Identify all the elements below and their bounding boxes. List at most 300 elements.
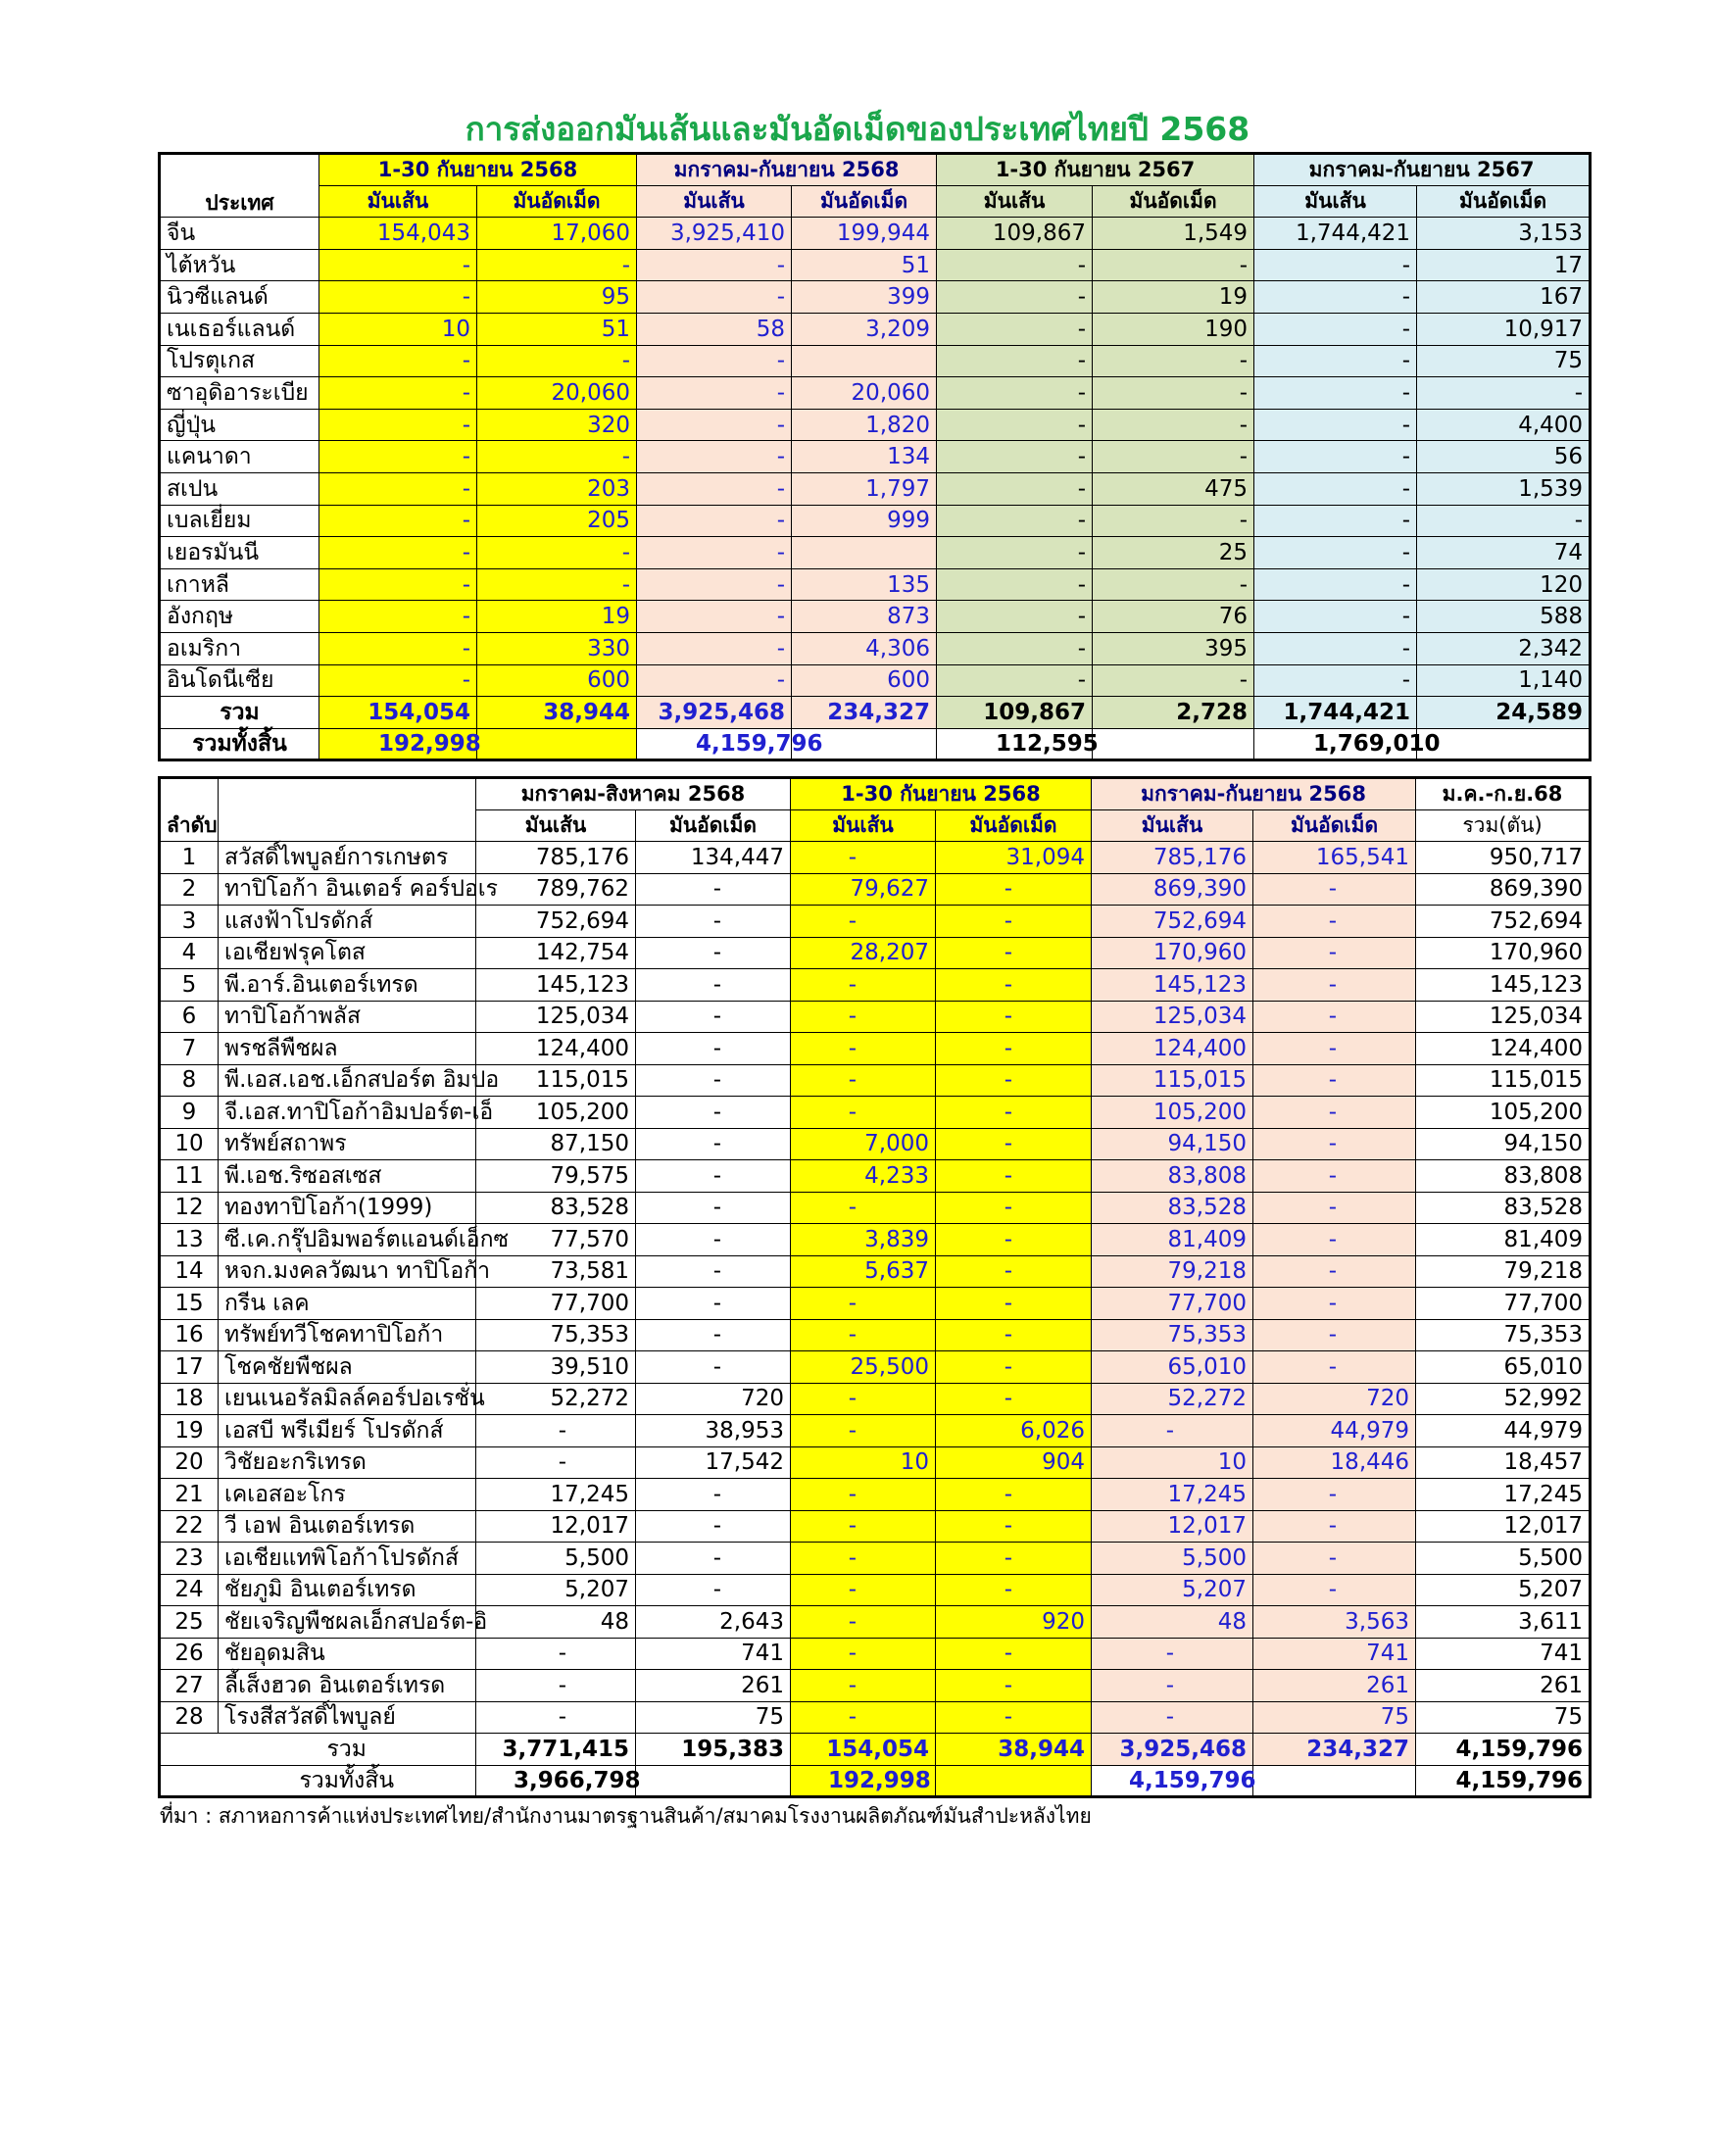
value-cell: 25,500	[791, 1351, 936, 1384]
value-cell: -	[937, 537, 1093, 569]
value-cell: -	[319, 249, 477, 281]
value-cell: -	[1092, 1415, 1253, 1447]
value-cell: -	[936, 1097, 1092, 1129]
value-cell: -	[636, 1543, 791, 1575]
value-cell: -	[636, 1224, 791, 1256]
table-row	[160, 1701, 1591, 1734]
table-row	[160, 1574, 1591, 1606]
exporter-name: กรีน เลค	[219, 1288, 476, 1320]
value-cell: -	[1093, 505, 1254, 537]
value-cell: 134,447	[636, 842, 791, 874]
value-cell: 869,390	[1092, 873, 1253, 906]
rank-cell: 3	[160, 906, 219, 938]
value-cell: -	[477, 345, 637, 377]
country-name: นิวซีแลนด์	[160, 281, 319, 314]
value-cell: -	[936, 937, 1092, 969]
header-row	[160, 154, 1591, 186]
value-cell: 52,272	[476, 1383, 636, 1415]
value-cell: 4,306	[792, 632, 937, 664]
value-cell: 56	[1417, 441, 1591, 473]
table-row	[160, 281, 1591, 314]
value-cell: 77,700	[1092, 1288, 1253, 1320]
value-cell: -	[1254, 345, 1417, 377]
value-cell: 10	[319, 313, 477, 345]
value-cell: 51	[477, 313, 637, 345]
sub-header: มันอัดเม็ด	[477, 185, 637, 218]
value-cell: 170,960	[1416, 937, 1591, 969]
value-cell: -	[1092, 1670, 1253, 1702]
rank-cell: 8	[160, 1064, 219, 1097]
table-row	[160, 1192, 1591, 1224]
sum-cell: 3,925,468	[1092, 1734, 1253, 1766]
value-cell: 20,060	[792, 377, 937, 410]
rank-cell: 25	[160, 1606, 219, 1639]
value-cell: -	[1093, 249, 1254, 281]
grand-total-cell: 4,159,796	[1416, 1765, 1591, 1797]
value-cell: -	[791, 1479, 936, 1511]
value-cell: 75,353	[1092, 1319, 1253, 1351]
value-cell: -	[936, 1224, 1092, 1256]
sum-cell: 109,867	[937, 697, 1093, 729]
table-row	[160, 1001, 1591, 1033]
value-cell: 145,123	[476, 969, 636, 1002]
value-cell: -	[319, 409, 477, 441]
value-cell: -	[1253, 1288, 1416, 1320]
value-cell: -	[1254, 281, 1417, 314]
value-cell: -	[791, 1670, 936, 1702]
period-header: มกราคม-สิงหาคม 2568	[476, 778, 791, 810]
value-cell: -	[319, 441, 477, 473]
value-cell: 124,400	[476, 1033, 636, 1065]
exporter-name: พี.เอช.ริซอสเซส	[219, 1160, 476, 1193]
sum-cell: 4,159,796	[1416, 1734, 1591, 1766]
value-cell: -	[1417, 505, 1591, 537]
grand-total-label: รวมทั้งสิ้น	[160, 728, 319, 760]
value-cell: 869,390	[1416, 873, 1591, 906]
period-header: มกราคม-กันยายน 2568	[1092, 778, 1416, 810]
value-cell: 75	[1253, 1701, 1416, 1734]
exporter-name: โชคชัยพืชผล	[219, 1351, 476, 1384]
value-cell: -	[1254, 632, 1417, 664]
value-cell: -	[937, 249, 1093, 281]
table-row	[160, 1606, 1591, 1639]
rank-cell: 18	[160, 1383, 219, 1415]
exporter-name: ทาปิโอก้า อินเตอร์ คอร์ปอเร	[219, 873, 476, 906]
country-name: เบลเยี่ยม	[160, 505, 319, 537]
value-cell: 395	[1093, 632, 1254, 664]
sum-cell: 154,054	[319, 697, 477, 729]
table-row	[160, 537, 1591, 569]
value-cell: -	[937, 441, 1093, 473]
value-cell: 7,000	[791, 1128, 936, 1160]
value-cell	[792, 537, 937, 569]
table-row	[160, 969, 1591, 1002]
value-cell: -	[1254, 537, 1417, 569]
value-cell: -	[937, 568, 1093, 601]
table-row	[160, 1670, 1591, 1702]
value-cell: -	[1253, 1479, 1416, 1511]
value-cell: 5,207	[476, 1574, 636, 1606]
value-cell: -	[319, 568, 477, 601]
value-cell: 1,140	[1417, 664, 1591, 697]
sum-cell: 3,925,468	[637, 697, 792, 729]
sum-cell: 24,589	[1417, 697, 1591, 729]
value-cell: 3,611	[1416, 1606, 1591, 1639]
blank-header	[219, 809, 476, 842]
value-cell: 17,060	[477, 218, 637, 250]
value-cell: -	[637, 568, 792, 601]
value-cell: -	[636, 1319, 791, 1351]
exporter-name: จี.เอส.ทาปิโอก้าอิมปอร์ต-เอ็	[219, 1097, 476, 1129]
value-cell: 79,627	[791, 873, 936, 906]
value-cell: 19	[477, 601, 637, 633]
table-row	[160, 441, 1591, 473]
grand-total-cell: 112,595	[937, 728, 1093, 760]
value-cell: 52,992	[1416, 1383, 1591, 1415]
grand-total-cell: 1,769,010	[1254, 728, 1417, 760]
value-cell: -	[1254, 441, 1417, 473]
value-cell: -	[319, 601, 477, 633]
table-row	[160, 1446, 1591, 1479]
value-cell: -	[1254, 249, 1417, 281]
value-cell: 125,034	[1416, 1001, 1591, 1033]
value-cell: 145,123	[1416, 969, 1591, 1002]
table-row	[160, 1255, 1591, 1288]
value-cell: -	[937, 377, 1093, 410]
value-cell: 65,010	[1416, 1351, 1591, 1384]
value-cell: 789,762	[476, 873, 636, 906]
value-cell: -	[936, 1001, 1092, 1033]
sum-cell: 38,944	[936, 1734, 1092, 1766]
table-row	[160, 472, 1591, 505]
table-row	[160, 1543, 1591, 1575]
sum-cell: 1,744,421	[1254, 697, 1417, 729]
period-header: 1-30 กันยายน 2568	[791, 778, 1092, 810]
value-cell: -	[791, 969, 936, 1002]
value-cell: 2,342	[1417, 632, 1591, 664]
sum-cell: 2,728	[1093, 697, 1254, 729]
country-name: เยอรมันนี	[160, 537, 319, 569]
value-cell: -	[1253, 873, 1416, 906]
value-cell: -	[791, 1319, 936, 1351]
value-cell: -	[636, 1128, 791, 1160]
value-cell: -	[636, 1160, 791, 1193]
value-cell: -	[1253, 1224, 1416, 1256]
rank-cell: 15	[160, 1288, 219, 1320]
value-cell: -	[636, 873, 791, 906]
value-cell: -	[1254, 377, 1417, 410]
value-cell: -	[477, 441, 637, 473]
rank-cell: 4	[160, 937, 219, 969]
value-cell: 73,581	[476, 1255, 636, 1288]
country-name: ซาอุดิอาระเบีย	[160, 377, 319, 410]
value-cell: -	[1253, 1510, 1416, 1543]
value-cell: -	[1093, 345, 1254, 377]
exporter-name: หจก.มงคลวัฒนา ทาปิโอก้า	[219, 1255, 476, 1288]
table-row	[160, 218, 1591, 250]
value-cell: 65,010	[1092, 1351, 1253, 1384]
value-cell: -	[937, 632, 1093, 664]
value-cell: -	[319, 664, 477, 697]
value-cell: 399	[792, 281, 937, 314]
exporter-name: เคเอสอะโกร	[219, 1479, 476, 1511]
exporter-name: วี เอฟ อินเตอร์เทรด	[219, 1510, 476, 1543]
table-row	[160, 568, 1591, 601]
table-row	[160, 937, 1591, 969]
value-cell: 25	[1093, 537, 1254, 569]
value-cell: 95	[477, 281, 637, 314]
value-cell: -	[1253, 1574, 1416, 1606]
value-cell: 3,153	[1417, 218, 1591, 250]
exporter-name: ชัยเจริญพืชผลเอ็กสปอร์ต-อิ	[219, 1606, 476, 1639]
exporter-name: วิชัยอะกริเทรด	[219, 1446, 476, 1479]
table-row	[160, 1033, 1591, 1065]
rank-cell: 1	[160, 842, 219, 874]
value-cell: 12,017	[1092, 1510, 1253, 1543]
table-row	[160, 249, 1591, 281]
header-row	[160, 778, 1591, 810]
value-cell: 12,017	[1416, 1510, 1591, 1543]
table-row	[160, 1319, 1591, 1351]
table-row	[160, 1638, 1591, 1670]
value-cell: -	[1417, 377, 1591, 410]
value-cell: -	[937, 472, 1093, 505]
value-cell: 199,944	[792, 218, 937, 250]
value-cell: 75,353	[1416, 1319, 1591, 1351]
value-cell: 28,207	[791, 937, 936, 969]
exporter-name: โรงสีสวัสดิ์ไพบูลย์	[219, 1701, 476, 1734]
value-cell: -	[1253, 1128, 1416, 1160]
value-cell: -	[637, 441, 792, 473]
table-row	[160, 377, 1591, 410]
table-row	[160, 345, 1591, 377]
sum-cell: 3,771,415	[476, 1734, 636, 1766]
table-row	[160, 632, 1591, 664]
sub-header: มันอัดเม็ด	[1253, 809, 1416, 842]
sub-header: มันอัดเม็ด	[1417, 185, 1591, 218]
value-cell: -	[319, 505, 477, 537]
table-row	[160, 313, 1591, 345]
value-cell: 999	[792, 505, 937, 537]
value-cell: -	[1254, 664, 1417, 697]
value-cell: 10	[791, 1446, 936, 1479]
value-cell: -	[636, 1192, 791, 1224]
value-cell: -	[791, 1701, 936, 1734]
value-cell: 190	[1093, 313, 1254, 345]
value-cell: 3,839	[791, 1224, 936, 1256]
value-cell: 752,694	[1416, 906, 1591, 938]
value-cell: -	[791, 1543, 936, 1575]
blank-header	[160, 778, 219, 810]
value-cell: -	[477, 537, 637, 569]
rank-cell: 7	[160, 1033, 219, 1065]
value-cell: -	[637, 537, 792, 569]
rank-cell: 19	[160, 1415, 219, 1447]
sum-cell: 154,054	[791, 1734, 936, 1766]
value-cell	[792, 345, 937, 377]
source-note: ที่มา : สภาหอการค้าแห่งประเทศไทย/สำนักงานมาตรฐานสินค้า/สมาคมโรงงานผลิตภัณฑ์มันสำปะหลังไทย	[160, 1804, 1092, 1828]
value-cell: -	[637, 249, 792, 281]
value-cell: 720	[1253, 1383, 1416, 1415]
value-cell: 94,150	[1092, 1128, 1253, 1160]
sum-label: รวม	[160, 697, 319, 729]
rank-cell: 14	[160, 1255, 219, 1288]
value-cell: 330	[477, 632, 637, 664]
value-cell: -	[319, 472, 477, 505]
value-cell: 6,026	[936, 1415, 1092, 1447]
exporter-name: แสงฟ้าโปรดักส์	[219, 906, 476, 938]
exporter-name: พี.อาร์.อินเตอร์เทรด	[219, 969, 476, 1002]
table-row	[160, 505, 1591, 537]
value-cell: -	[936, 1351, 1092, 1384]
exporter-name: เยนเนอรัลมิลล์คอร์ปอเรชั่น	[219, 1383, 476, 1415]
sub-header: มันเส้น	[1254, 185, 1417, 218]
value-cell: -	[1253, 1255, 1416, 1288]
value-cell: -	[477, 249, 637, 281]
value-cell: -	[637, 472, 792, 505]
sub-header: มันเส้น	[937, 185, 1093, 218]
value-cell: 752,694	[1092, 906, 1253, 938]
period-header: 1-30 กันยายน 2568	[319, 154, 637, 186]
value-cell: -	[1092, 1701, 1253, 1734]
grand-total-row	[160, 728, 1591, 760]
value-cell: -	[637, 632, 792, 664]
value-cell: -	[936, 1670, 1092, 1702]
value-cell: -	[791, 906, 936, 938]
table-row	[160, 1288, 1591, 1320]
country-name: ไต้หวัน	[160, 249, 319, 281]
value-cell: -	[1253, 937, 1416, 969]
empty-cell	[636, 1765, 791, 1797]
sub-header: มันเส้น	[1092, 809, 1253, 842]
rank-cell: 20	[160, 1446, 219, 1479]
value-cell: -	[936, 1479, 1092, 1511]
exporter-name: เอเชียฟรุคโตส	[219, 937, 476, 969]
value-cell: 5,637	[791, 1255, 936, 1288]
value-cell: -	[936, 1510, 1092, 1543]
value-cell: -	[1254, 601, 1417, 633]
value-cell: -	[1093, 377, 1254, 410]
value-cell: 75,353	[476, 1319, 636, 1351]
empty-cell	[1417, 728, 1591, 760]
unit-header: รวม(ตัน)	[1416, 809, 1591, 842]
country-name: เนเธอร์แลนด์	[160, 313, 319, 345]
value-cell: 83,808	[1416, 1160, 1591, 1193]
rank-cell: 23	[160, 1543, 219, 1575]
country-header: ประเทศ	[160, 154, 319, 218]
value-cell: -	[1253, 1319, 1416, 1351]
value-cell: 75	[1417, 345, 1591, 377]
value-cell: -	[1253, 1001, 1416, 1033]
value-cell: -	[1254, 409, 1417, 441]
value-cell: -	[936, 1288, 1092, 1320]
value-cell: 77,700	[476, 1288, 636, 1320]
value-cell: 785,176	[476, 842, 636, 874]
value-cell: -	[1093, 568, 1254, 601]
value-cell: -	[791, 1288, 936, 1320]
value-cell: 904	[936, 1446, 1092, 1479]
value-cell: -	[477, 568, 637, 601]
order-header: ลำดับ	[160, 809, 219, 842]
value-cell: 48	[1092, 1606, 1253, 1639]
sub-header: มันอัดเม็ด	[636, 809, 791, 842]
value-cell: 18,457	[1416, 1446, 1591, 1479]
value-cell: -	[791, 1510, 936, 1543]
rank-cell: 10	[160, 1128, 219, 1160]
period-header: ม.ค.-ก.ย.68	[1416, 778, 1591, 810]
rank-cell: 6	[160, 1001, 219, 1033]
value-cell: -	[636, 1288, 791, 1320]
value-cell: -	[1253, 1351, 1416, 1384]
value-cell: -	[936, 873, 1092, 906]
value-cell: 44,979	[1253, 1415, 1416, 1447]
value-cell: -	[1092, 1638, 1253, 1670]
grand-total-row	[160, 1765, 1591, 1797]
exporter-name: สวัสดิ์ไพบูลย์การเกษตร	[219, 842, 476, 874]
rank-cell: 12	[160, 1192, 219, 1224]
value-cell: 79,218	[1416, 1255, 1591, 1288]
grand-total-cell: 4,159,796	[637, 728, 792, 760]
value-cell: -	[936, 1128, 1092, 1160]
rank-cell: 26	[160, 1638, 219, 1670]
blank-header	[219, 778, 476, 810]
value-cell: 475	[1093, 472, 1254, 505]
value-cell: 135	[792, 568, 937, 601]
value-cell: 74	[1417, 537, 1591, 569]
value-cell: 600	[792, 664, 937, 697]
value-cell: -	[637, 281, 792, 314]
exporter-name: ชัยภูมิ อินเตอร์เทรด	[219, 1574, 476, 1606]
period-header: 1-30 กันยายน 2567	[937, 154, 1254, 186]
value-cell: -	[319, 345, 477, 377]
subheader-row	[160, 809, 1591, 842]
sum-cell: 234,327	[1253, 1734, 1416, 1766]
page-title: การส่งออกมันเส้นและมันอัดเม็ดของประเทศไทยปี 2568	[465, 110, 1250, 148]
rank-cell: 11	[160, 1160, 219, 1193]
rank-cell: 9	[160, 1097, 219, 1129]
value-cell: 920	[936, 1606, 1092, 1639]
value-cell: 2,643	[636, 1606, 791, 1639]
table-row	[160, 906, 1591, 938]
table-row	[160, 1064, 1591, 1097]
rank-cell: 13	[160, 1224, 219, 1256]
value-cell: -	[1253, 1064, 1416, 1097]
value-cell: -	[936, 1319, 1092, 1351]
table-row	[160, 842, 1591, 874]
value-cell: 44,979	[1416, 1415, 1591, 1447]
table-row	[160, 601, 1591, 633]
value-cell: -	[937, 505, 1093, 537]
value-cell: -	[636, 1479, 791, 1511]
value-cell: 94,150	[1416, 1128, 1591, 1160]
value-cell: 75	[1416, 1701, 1591, 1734]
value-cell: -	[637, 664, 792, 697]
value-cell: -	[637, 345, 792, 377]
grand-total-cell: 192,998	[791, 1765, 936, 1797]
value-cell: -	[791, 1415, 936, 1447]
value-cell: 320	[477, 409, 637, 441]
value-cell: 205	[477, 505, 637, 537]
value-cell: 1,549	[1093, 218, 1254, 250]
period-header: มกราคม-กันยายน 2567	[1254, 154, 1591, 186]
value-cell: 79,575	[476, 1160, 636, 1193]
value-cell: 83,528	[476, 1192, 636, 1224]
exporter-table	[158, 776, 1592, 1798]
sub-header: มันเส้น	[637, 185, 792, 218]
value-cell: -	[1254, 472, 1417, 505]
table-row	[160, 409, 1591, 441]
country-name: อเมริกา	[160, 632, 319, 664]
